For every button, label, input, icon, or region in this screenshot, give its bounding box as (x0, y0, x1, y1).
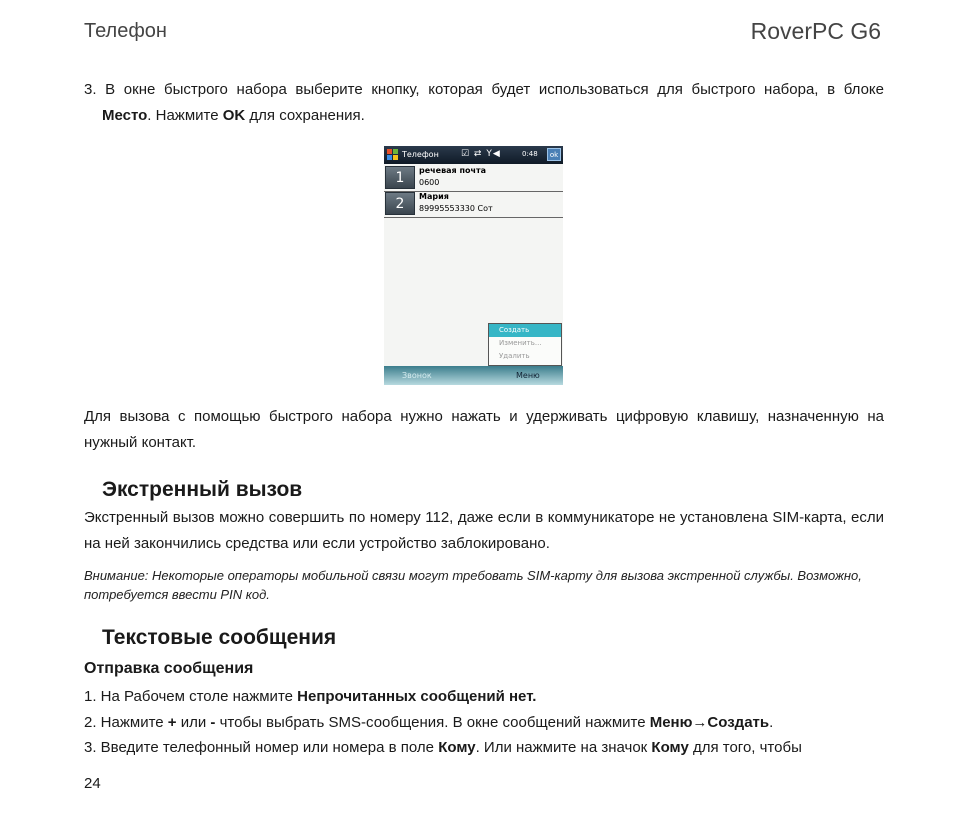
step-text: для того, чтобы (688, 739, 802, 756)
step-text: чтобы выбрать SMS-сообщения. В окне сообщений нажмите (215, 714, 650, 731)
step-text: . Или нажмите на значок (475, 739, 652, 756)
step-bold: Кому (651, 739, 689, 756)
windows-flag-icon (387, 149, 398, 160)
message-step-3 (84, 738, 884, 758)
minus-key: - (210, 714, 216, 731)
clock-time: 0:48 (522, 150, 538, 158)
emergency-note: Внимание: Некоторые операторы мобильной связи могут требовать SIM-карту для вызова экстренной службы. Возможно, потребуется ввести PIN код. (84, 568, 862, 602)
contact-name: речевая почта (419, 166, 487, 175)
menu-item-edit[interactable]: Изменить... (499, 339, 542, 347)
plus-key: + (167, 714, 177, 731)
step-text: 2. Нажмите (84, 714, 168, 731)
call-instructions: Для вызова с помощью быстрого набора нужно нажать и удерживать цифровую клавишу, назначенную на нужный контакт. (84, 408, 884, 451)
phone-app-title: Телефон (402, 150, 439, 159)
step-bold: Непрочитанных сообщений нет. (297, 688, 537, 705)
header-section-title: Телефон (84, 20, 167, 42)
message-step-1 (84, 687, 884, 707)
ok-button[interactable]: ok (547, 148, 561, 161)
speed-dial-entry[interactable] (384, 191, 563, 218)
quick-dial-step-3 (84, 77, 884, 129)
step-text: или (176, 714, 211, 731)
soft-key-menu[interactable]: Меню (516, 371, 540, 380)
contact-number: 89995553330 Сот (419, 204, 493, 213)
soft-key-call[interactable]: Звонок (402, 371, 432, 380)
phone-screenshot (384, 146, 563, 385)
emergency-text: Экстренный вызов можно совершить по номеру 112, даже если в коммуникаторе не установлена SIM-карта, если на ней закончились средства или если устройство заблокировано. (84, 509, 884, 552)
speed-dial-key[interactable]: 2 (385, 192, 415, 215)
contact-number: 0600 (419, 178, 440, 187)
menu-item-create[interactable]: Создать (489, 324, 561, 337)
speed-dial-key[interactable]: 1 (385, 166, 415, 189)
step-bold: Кому (438, 739, 476, 756)
soft-key-bar (384, 366, 563, 385)
step-text-mid: . Нажмите (147, 107, 223, 124)
step-bold: Меню→Создать (649, 714, 770, 731)
bold-ok: OK (222, 107, 246, 124)
step-text: . (769, 714, 774, 731)
step-text: 3. В окне быстрого набора выберите кнопку, которая будет использоваться для быстрого набора, в блоке (84, 81, 884, 98)
emergency-heading: Экстренный вызов (102, 478, 303, 501)
context-menu (488, 323, 562, 366)
step-text: 1. На Рабочем столе нажмите (84, 688, 298, 705)
step-text: 3. Введите телефонный номер или номера в поле (84, 739, 439, 756)
text-messages-heading: Текстовые сообщения (102, 626, 337, 649)
menu-item-delete[interactable]: Удалить (499, 352, 530, 360)
speed-dial-entry[interactable] (384, 165, 563, 192)
page-number: 24 (84, 775, 101, 792)
phone-title-bar (384, 146, 563, 164)
status-icons: ☑ ⇄ Y◀ (461, 149, 501, 159)
bold-place: Место (102, 107, 148, 124)
step-text-end: для сохранения. (245, 107, 365, 124)
contact-name: Мария (419, 192, 449, 201)
step-continuation (84, 107, 365, 124)
header-product-name: RoverPC G6 (750, 18, 881, 44)
send-message-subheading: Отправка сообщения (84, 660, 254, 677)
message-step-2 (84, 713, 884, 733)
